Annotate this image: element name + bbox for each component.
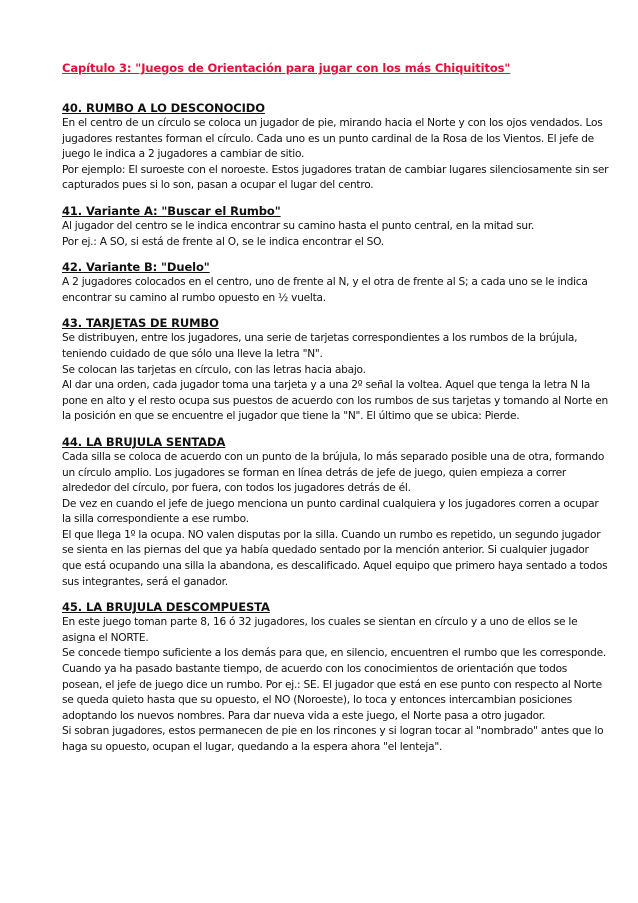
section-42 — [62, 260, 610, 306]
section-title: 40. RUMBO A LO DESCONOCIDO — [62, 101, 265, 115]
section-paragraph: Por ej.: A SO, si está de frente al O, se le indica encontrar el SO. — [62, 235, 384, 248]
section-title: 43. TARJETAS DE RUMBO — [62, 316, 219, 331]
section-paragraph: Al jugador del centro se le indica encontrar su camino hasta el punto central, en la mitad sur. — [62, 219, 535, 232]
section-40 — [62, 101, 610, 194]
section-paragraph: Por ejemplo: El suroeste con el noroeste. Estos jugadores tratan de cambiar lugares silenciosamente sin ser capturados pues si lo son, pasan a ocupar el lugar del centro. — [62, 163, 609, 192]
section-paragraph: Cuando ya ha pasado bastante tiempo, de acuerdo con los conocimientos de orientación que todos posean, el jefe de juego dice un rumbo. Por ej.: SE. El jugador que está en ese punto con respecto al Norte se queda quieto hasta que su opuesto, el NO (Noroeste), lo toca y entonces intercambian posiciones adoptando los nuevos nombres. Para dar nueva vida a este juego, el Norte pasa a otro jugador. — [62, 663, 602, 722]
section-paragraph: Si sobran jugadores, estos permanecen de pie en los rincones y si logran tocar al "nombrado" antes que lo haga su opuesto, ocupan el lugar, quedando a la espera ahora "el lenteja". — [62, 725, 604, 753]
document-page — [62, 60, 610, 766]
section-paragraph: Se concede tiempo suficiente a los demás para que, en silencio, encuentren el rumbo que les corresponde. — [62, 647, 606, 660]
section-41 — [62, 204, 610, 250]
section-title: 41. Variante A: "Buscar el Rumbo" — [62, 203, 281, 218]
section-44 — [62, 435, 610, 590]
section-paragraph: De vez en cuando el jefe de juego menciona un punto cardinal cualquiera y los jugadores corren a ocupar la silla correspondiente a ese rumbo. — [62, 497, 599, 526]
section-title: 42. Variante B: "Duelo" — [62, 260, 210, 275]
section-paragraph: Se distribuyen, entre los jugadores, una serie de tarjetas correspondientes a los rumbos de la brújula, teniendo cuidado de que sólo una lleve la letra "N". — [62, 332, 578, 360]
section-title: 45. LA BRUJULA DESCOMPUESTA — [62, 600, 270, 615]
section-paragraph: El que llega 1º la ocupa. NO valen disputas por la silla. Cuando un rumbo es repetido, un segundo jugador se sienta en las piernas del que ya había quedado sentado por la mención anterior. Si cualquier jugador que está ocupando una silla la abandona, es descalificado. Aquel equipo que primero haya sentado a todos sus integrantes, será el ganador. — [62, 528, 608, 588]
section-paragraph: Se colocan las tarjetas en círculo, con las letras hacia abajo. — [62, 363, 366, 376]
section-43 — [62, 316, 610, 425]
section-paragraph: A 2 jugadores colocados en el centro, uno de frente al N, y el otra de frente al S; a cada uno se le indica encontrar su camino al rumbo opuesto en ½ vuelta. — [62, 276, 588, 304]
section-45 — [62, 600, 610, 755]
section-paragraph: En el centro de un círculo se coloca un jugador de pie, mirando hacia el Norte y con los ojos vendados. Los jugadores restantes forman el círculo. Cada uno es un punto cardinal de la Rosa de los Vientos. El jefe de juego le indica a 2 jugadores a cambiar de sitio. — [62, 117, 603, 161]
section-paragraph: Al dar una orden, cada jugador toma una tarjeta y a una 2º señal la voltea. Aquel que tenga la letra N la pone en alto y el resto ocupa sus puestos de acuerdo con los rumbos de sus tarjetas y tomando al Norte en la posición en que se encuentre el jugador que tiene la "N". El último que se ubica: Pierde. — [62, 379, 608, 423]
section-paragraph: Cada silla se coloca de acuerdo con un punto de la brújula, lo más separado posible una de otra, formando un círculo amplio. Los jugadores se forman en línea detrás de jefe de juego, quien empieza a correr alrededor del círculo, por fuera, con todos los jugadores detrás de él. — [62, 450, 605, 495]
section-paragraph: En este juego toman parte 8, 16 ó 32 jugadores, los cuales se sientan en círculo y a uno de ellos se le asigna el NORTE. — [62, 616, 578, 644]
chapter-title: Capítulo 3: "Juegos de Orientación para jugar con los más Chiquititos" — [62, 61, 511, 75]
section-title: 44. LA BRUJULA SENTADA — [62, 434, 226, 449]
